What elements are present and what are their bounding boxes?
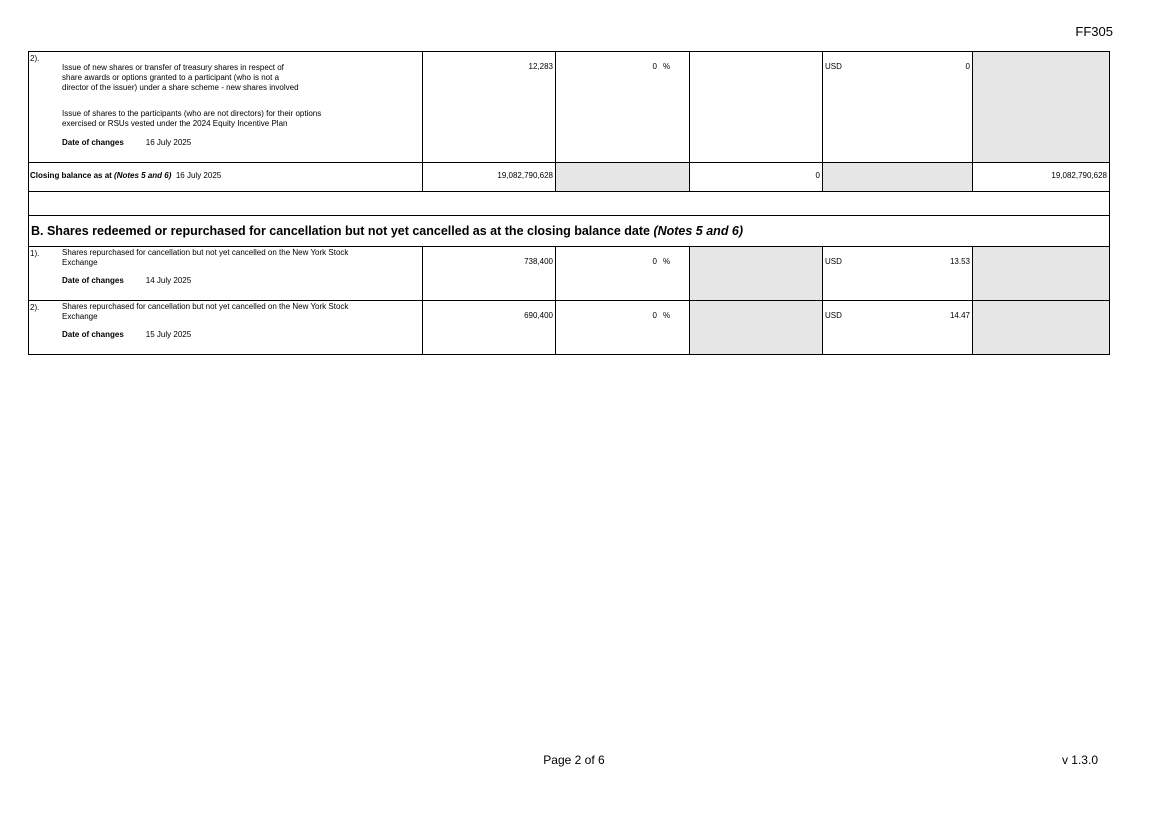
description-line: Issue of new shares or transfer of treasury shares in respect of	[62, 63, 284, 72]
empty-cell	[690, 52, 823, 163]
version-label: v 1.3.0	[1061, 753, 1098, 767]
date-label: Date of changes	[62, 330, 124, 339]
shaded-cell	[690, 301, 823, 355]
form-code: FF305	[1075, 24, 1113, 39]
description-line: Issue of shares to the participants (who are not directors) for their options	[62, 109, 322, 118]
price-amount: 14.47	[949, 311, 970, 320]
shares-value: 12,283	[423, 52, 556, 163]
description-line: Exchange	[62, 312, 98, 321]
currency: USD	[825, 311, 842, 320]
price-cell	[823, 247, 973, 301]
date-label: Date of changes	[62, 138, 124, 147]
row-index: 1).	[30, 249, 40, 258]
description-line: Exchange	[62, 258, 98, 267]
description-line: share awards or options granted to a participant (who is not a	[62, 73, 280, 82]
change-date: 16 July 2025	[145, 138, 192, 147]
closing-balance-row	[29, 163, 1110, 192]
shaded-cell	[690, 247, 823, 301]
closing-middle-value: 0	[690, 163, 823, 192]
currency: USD	[825, 62, 842, 71]
shaded-cell	[973, 247, 1110, 301]
row-description	[29, 301, 423, 355]
shares-value: 690,400	[423, 301, 556, 355]
description-line: director of the issuer) under a share scheme - new shares involved	[62, 83, 299, 92]
percent-value: 0 %	[556, 247, 690, 301]
description-line: exercised or RSUs vested under the 2024 Equity Incentive Plan	[62, 119, 288, 128]
date-label: Date of changes	[62, 276, 124, 285]
table-row	[29, 52, 1110, 163]
currency: USD	[825, 257, 842, 266]
description-line: Shares repurchased for cancellation but not yet cancelled on the New York Stock	[62, 302, 349, 311]
shares-value: 738,400	[423, 247, 556, 301]
percent-value: 0 %	[556, 52, 690, 163]
price-amount: 13.53	[949, 257, 970, 266]
closing-label: Closing balance as at (Notes 5 and 6) 16 July 2025	[29, 163, 423, 192]
table-row	[29, 247, 1110, 301]
price-cell	[823, 52, 973, 163]
row-index: 2).	[30, 303, 40, 312]
closing-shares: 19,082,790,628	[423, 163, 556, 192]
row-description	[29, 52, 423, 163]
shaded-cell	[556, 163, 690, 192]
section-title: B. Shares redeemed or repurchased for cancellation but not yet cancelled as at the closing balance date (Notes 5 and 6)	[29, 216, 1110, 247]
change-date: 15 July 2025	[145, 330, 192, 339]
shaded-cell	[973, 52, 1110, 163]
section-b-header	[29, 216, 1110, 247]
shares-table	[28, 51, 1110, 355]
percent-value: 0 %	[556, 301, 690, 355]
shaded-cell	[823, 163, 973, 192]
row-index: 2).	[30, 54, 40, 63]
shaded-cell	[973, 301, 1110, 355]
closing-total: 19,082,790,628	[973, 163, 1110, 192]
price-amount: 0	[965, 62, 970, 71]
description-line: Shares repurchased for cancellation but not yet cancelled on the New York Stock	[62, 248, 349, 257]
price-cell	[823, 301, 973, 355]
page-number: Page 2 of 6	[543, 753, 605, 767]
change-date: 14 July 2025	[145, 276, 192, 285]
spacer-row	[29, 192, 1110, 216]
table-row	[29, 301, 1110, 355]
row-description	[29, 247, 423, 301]
